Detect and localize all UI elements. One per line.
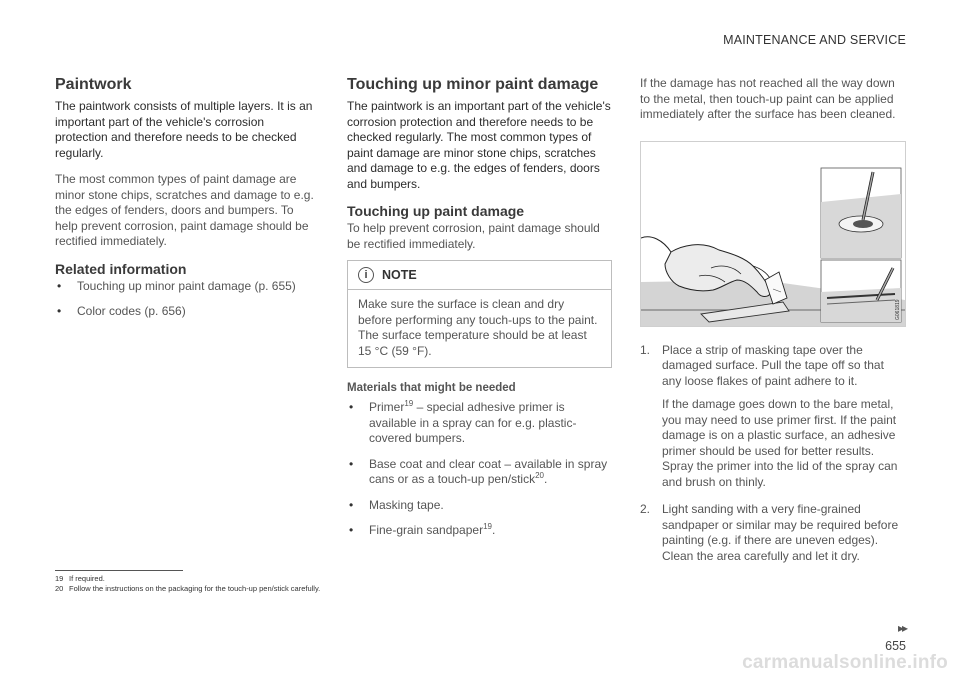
note-header [348,261,611,290]
touch-up-intro: The paintwork is an important part of the vehicle's corrosion protection and therefore needs to be checked regularly. The most common types of paint damage are minor stone chips, scratches and damage to e.g. the edges of fenders, doors and bumpers. [347,99,611,191]
info-icon: i [358,267,374,283]
page-number: 655 [885,639,906,653]
footnote-divider [55,570,183,571]
illustration-svg [641,142,905,326]
materials-title: Materials that might be needed [347,382,516,394]
step-text: Place a strip of masking tape over the damaged surface. Pull the tape off so that any loose flakes of paint adhere to it. [662,342,884,388]
note-label: NOTE [382,268,417,282]
column-touch-up [347,76,612,549]
watermark: carmanualsonline.info [742,652,948,673]
step-text: Light sanding with a very fine-grained sandpaper or similar may be required before painting (e.g. if there are uneven edges). Clean the area carefully and let it dry. [662,502,899,563]
related-links-list [55,279,317,320]
instructions-intro: If the damage has not reached all the way down to the metal, then touch-up paint can be applied immediately after the surface has been cleaned. [640,76,896,121]
footnote-ref: 19 [483,522,492,531]
related-link-touch-up[interactable]: • Touching up minor paint damage (p. 655) [55,279,317,295]
touch-up-sub-body: To help prevent corrosion, paint damage should be rectified immediately. [347,221,600,251]
related-information-title: Related information [55,260,187,277]
related-link-color-codes[interactable]: • Color codes (p. 656) [55,304,317,320]
material-sandpaper: • Fine-grain sandpaper$^{19}$. [347,523,612,539]
note-box [347,260,612,368]
footnote-20: 20 Follow the instructions on the packaging for the touch-up pen/stick carefully. [55,584,321,593]
next-page-arrow-icon[interactable]: ▸▸ [897,621,906,635]
footnote-ref: 19 [404,399,414,408]
touch-up-subtitle: Touching up paint damage [347,203,525,219]
step-number: 2. [640,502,651,516]
material-base-coat: • Base coat and clear coat – available in spray cans or as a touch-up pen/stick$^{20}$. [347,457,612,488]
touch-up-title: Touching up minor paint damage [347,76,599,93]
material-masking-tape: • Masking tape. [347,498,612,514]
figure-code: G061819 [895,298,901,320]
paintwork-intro: The paintwork consists of multiple layers. It is an important part of the vehicle's corrosion protection and therefore needs to be checked regularly. [55,99,313,160]
step-item [640,502,906,564]
step-number: 1. [640,342,651,357]
material-primer: • Primer$^{19}$ – special adhesive primer is available in a spray can for e.g. plastic-covered bumpers. [347,400,612,447]
paintwork-body: The most common types of paint damage are minor stone chips, scratches and damage to e.g. the edges of fenders, doors and bumpers. To help prevent corrosion, paint damage should be rectified immediately. [55,172,314,248]
step-subtext: If the damage goes down to the bare metal, you may need to use primer first. If the paint damage is on a plastic surface, an adhesive primer should be used for better results. Spray the primer into the lid of the spray can and brush on thinly. [662,397,898,489]
materials-list [347,400,612,539]
paintwork-title: Paintwork [55,76,132,93]
footnote-19: 19 If required. [55,574,105,583]
step-item [640,343,906,491]
section-header: MAINTENANCE AND SERVICE [723,33,906,47]
touch-up-illustration [640,141,906,327]
steps-list [640,343,906,565]
note-text: Make sure the surface is clean and dry before performing any touch-ups to the paint. The surface temperature should be at least 15 °C (59 °F). [358,297,598,358]
column-instructions [640,76,906,576]
footnote-ref: 20 [535,471,544,480]
column-paintwork [55,76,317,330]
